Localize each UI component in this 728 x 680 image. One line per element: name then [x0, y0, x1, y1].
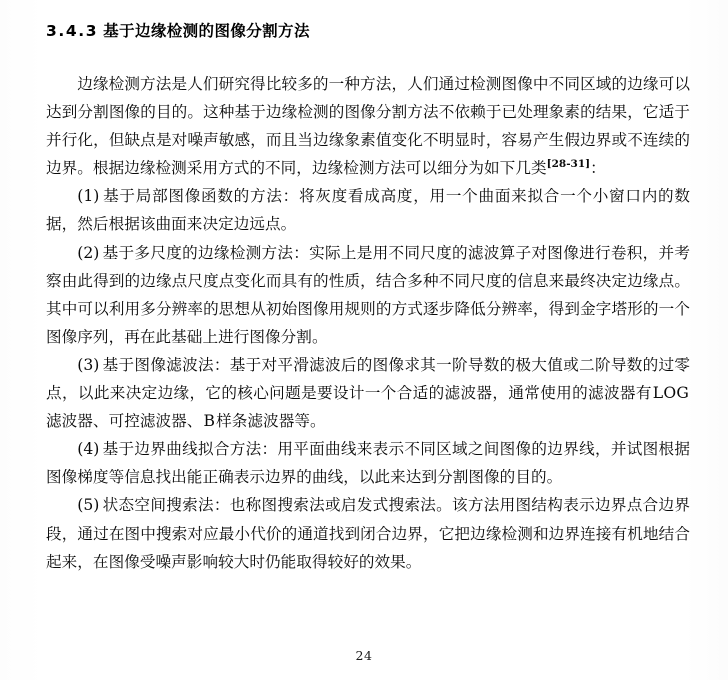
list-item-5-text: 状态空间搜索法：也称图搜索法或启发式搜索法。该方法用图结构表示边界点合边界段，通过在图中搜索对应最小代价的通道找到闭合边界，它把边缘检测和边界连接有机地结合起来，在图像受噪声影响较大时仍能取得较好的效果。: [46, 496, 690, 571]
list-item-3-text-part-2: 滤波器、可控滤波器、: [46, 412, 203, 431]
list-item-3-marker: (3): [77, 355, 100, 374]
list-item-4-marker: (4): [77, 440, 100, 459]
list-item-3-text-part-1: 基于图像滤波法：基于对平滑滤波后的图像求其一阶导数的极大值或二阶导数的过零点，以此来决定边缘，它的核心问题是要设计一个合适的滤波器，通常使用的滤波器有: [46, 355, 690, 403]
list-item-1-text: 基于局部图像函数的方法：将灰度看成高度，用一个曲面来拟合一个小窗口内的数据，然后根据该曲面来决定边远点。: [46, 187, 690, 234]
list-item-1-marker: (1): [77, 187, 100, 206]
citation-reference: [28-31]: [546, 158, 591, 171]
body-text: [46, 70, 690, 576]
paragraph-intro-text: 边缘检测方法是人们研究得比较多的一种方法，人们通过检测图像中不同区域的边缘可以达到分割图像的目的。这种基于边缘检测的图像分割方法不依赖于已处理象素的结果，它适于并行化，但缺点是对噪声敏感，而且当边缘象素值变化不明显时，容易产生假边界或不连续的边界。根据边缘检测采用方式的不同，边缘检测方法可以细分为如下几类: [46, 75, 690, 178]
paragraph-intro-colon: ：: [590, 159, 606, 178]
section-heading-title: 基于边缘检测的图像分割方法: [103, 22, 310, 40]
paragraph-intro: [46, 70, 690, 182]
list-item-3-text-part-3: 样条滤波器等。: [216, 412, 326, 431]
list-item-2: [46, 239, 690, 351]
section-heading: [46, 12, 690, 44]
list-item-5-marker: (5): [77, 496, 100, 515]
list-item-2-text: 基于多尺度的边缘检测方法：实际上是用不同尺度的滤波算子对图像进行卷积，并考察由此得到的边缘点尺度点变化而具有的性质，结合多种不同尺度的信息来最终决定边缘点。其中可以利用多分辨率的思想从初始图像用规则的方式逐步降低分辨率，得到金字塔形的一个图像序列，再在此基础上进行图像分割。: [46, 243, 690, 346]
page-number: 24: [355, 648, 373, 663]
list-item-2-marker: (2): [77, 243, 100, 262]
list-item-5: [46, 491, 690, 575]
list-item-4: [46, 435, 690, 491]
section-heading-number: 3.4.3: [46, 22, 99, 40]
filter-name-log: LOG: [652, 384, 689, 403]
page-content: [46, 12, 690, 576]
filter-name-b-spline: B: [203, 412, 216, 431]
list-item-4-text: 基于边界曲线拟合方法：用平面曲线来表示不同区域之间图像的边界线，并试图根据图像梯度等信息找出能正确表示边界的曲线，以此来达到分割图像的目的。: [46, 440, 690, 487]
list-item-3: [46, 351, 690, 435]
list-item-1: [46, 182, 690, 238]
